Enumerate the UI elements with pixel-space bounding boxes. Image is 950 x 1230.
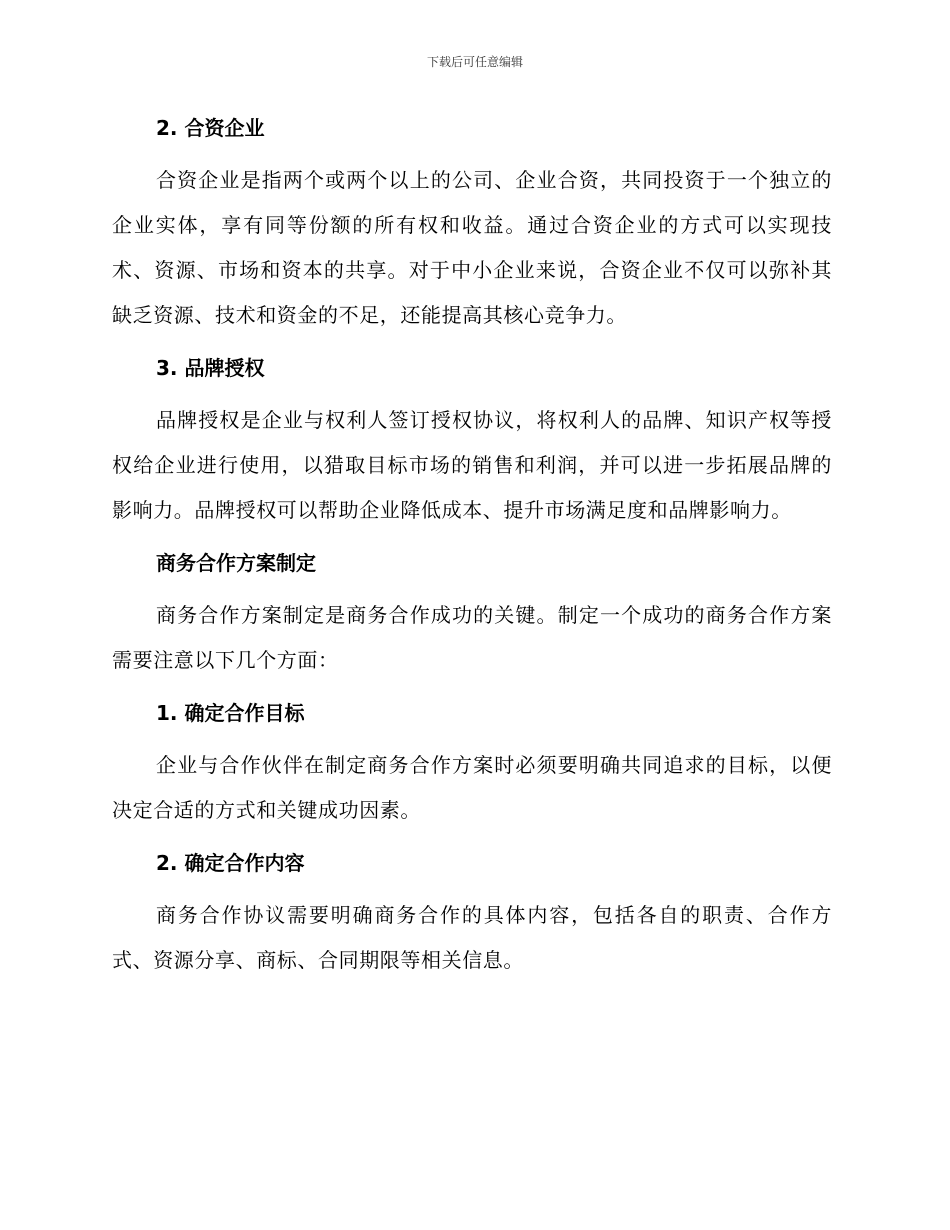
- section-heading-cooperation-plan: 商务合作方案制定: [156, 551, 316, 575]
- paragraph-cooperation-plan: 商务合作方案制定是商务合作成功的关键。制定一个成功的商务合作方案需要注意以下几个方面：: [112, 603, 832, 672]
- paragraph-cooperation-content: 商务合作协议需要明确商务合作的具体内容，包括各自的职责、合作方式、资源分享、商标、合同期限等相关信息。: [112, 903, 832, 972]
- section-heading-cooperation-content: 2. 确定合作内容: [156, 851, 305, 875]
- section-heading-joint-venture: 2. 合资企业: [156, 116, 265, 140]
- section-heading-brand-licensing: 3. 品牌授权: [156, 356, 265, 380]
- paragraph-brand-licensing: 品牌授权是企业与权利人签订授权协议，将权利人的品牌、知识产权等授权给企业进行使用，以猎取目标市场的销售和利润，并可以进一步拓展品牌的影响力。品牌授权可以帮助企业降低成本、提升市场满足度和品牌影响力。: [112, 408, 832, 522]
- paragraph-cooperation-goal: 企业与合作伙伴在制定商务合作方案时必须要明确共同追求的目标，以便决定合适的方式和关键成功因素。: [112, 753, 832, 822]
- paragraph-joint-venture: 合资企业是指两个或两个以上的公司、企业合资，共同投资于一个独立的企业实体，享有同等份额的所有权和收益。通过合资企业的方式可以实现技术、资源、市场和资本的共享。对于中小企业来说，合资企业不仅可以弥补其缺乏资源、技术和资金的不足，还能提高其核心竞争力。: [112, 168, 832, 327]
- document-body: [112, 110, 832, 983]
- page-header: 下载后可任意编辑: [426, 55, 523, 69]
- section-heading-cooperation-goal: 1. 确定合作目标: [156, 701, 305, 725]
